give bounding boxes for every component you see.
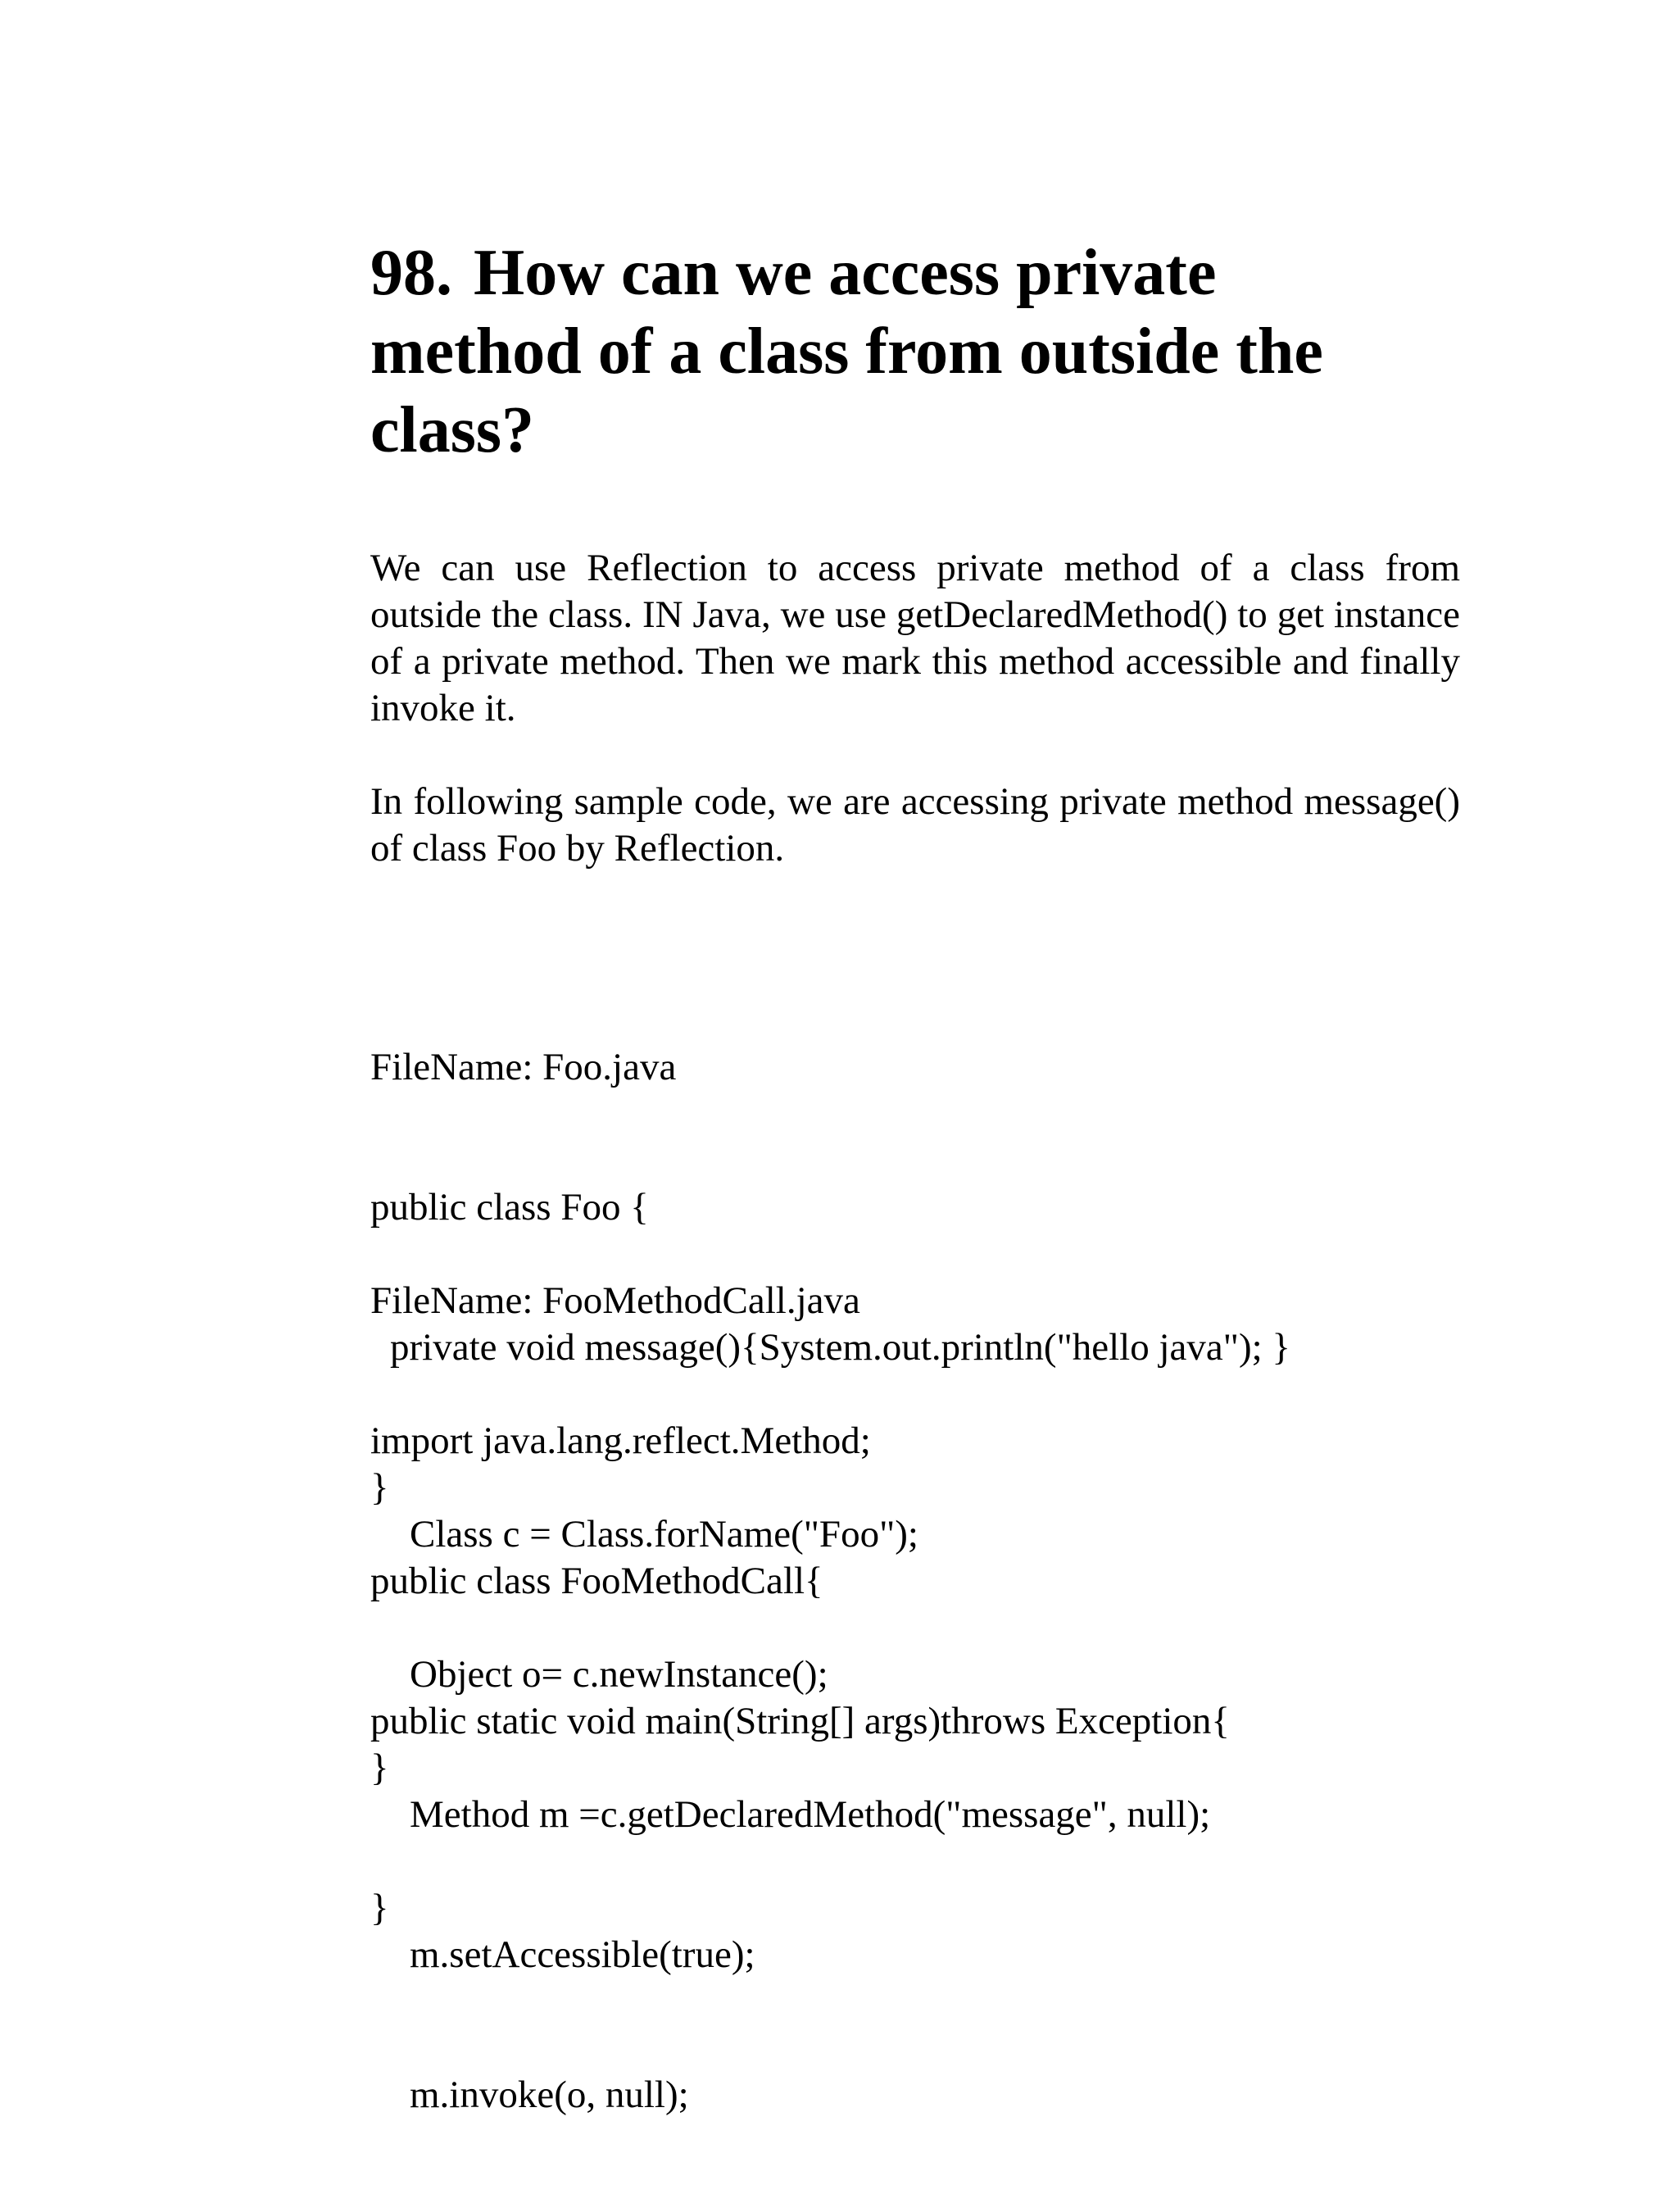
code-line: Object o= c.newInstance();	[410, 1653, 828, 1696]
heading-line-1	[370, 234, 1460, 312]
sample-code-paragraph: In following sample code, we are accessing private method message() of class Foo by Reflection.	[370, 780, 1460, 870]
intro-paragraph: We can use Reflection to access private method of a class from outside the class. IN Java, we use getDeclaredMethod() to get instance of a private method. Then we mark this method accessible and finally invoke it.	[370, 547, 1460, 729]
code-line: Method m =c.getDeclaredMethod("message", null);	[410, 1793, 1211, 1836]
code-line: public static void main(String[] args)throws Exception{	[370, 1700, 1230, 1742]
code-line: }	[370, 1746, 389, 1789]
question-number: 98.	[370, 237, 452, 309]
heading-title-line-1: How can we access private	[474, 237, 1217, 309]
code-block-foomethodcall-body	[370, 1418, 1210, 2212]
question-heading	[370, 234, 1460, 470]
heading-title-line-2: method of a class from outside the	[370, 316, 1323, 388]
code-line: }	[370, 1887, 389, 1929]
code-line: public class Foo {	[370, 1186, 649, 1229]
code-line: m.invoke(o, null);	[410, 2073, 689, 2116]
code-filename: FileName: Foo.java	[370, 1046, 677, 1088]
code-line: }	[370, 1466, 389, 1509]
code-line: m.setAccessible(true);	[410, 1933, 755, 1976]
code-block-closing-braces	[370, 1651, 409, 2025]
heading-title-line-3: class?	[370, 394, 534, 466]
code-line: import java.lang.reflect.Method;	[370, 1419, 871, 1462]
code-line: Class c = Class.forName("Foo");	[410, 1513, 918, 1556]
code-line: private void message(){System.out.println("hello java"); }	[390, 1326, 1290, 1369]
document-page	[370, 234, 1460, 2116]
code-filename: FileName: FooMethodCall.java	[370, 1279, 860, 1322]
code-line: public class FooMethodCall{	[370, 1560, 823, 1602]
